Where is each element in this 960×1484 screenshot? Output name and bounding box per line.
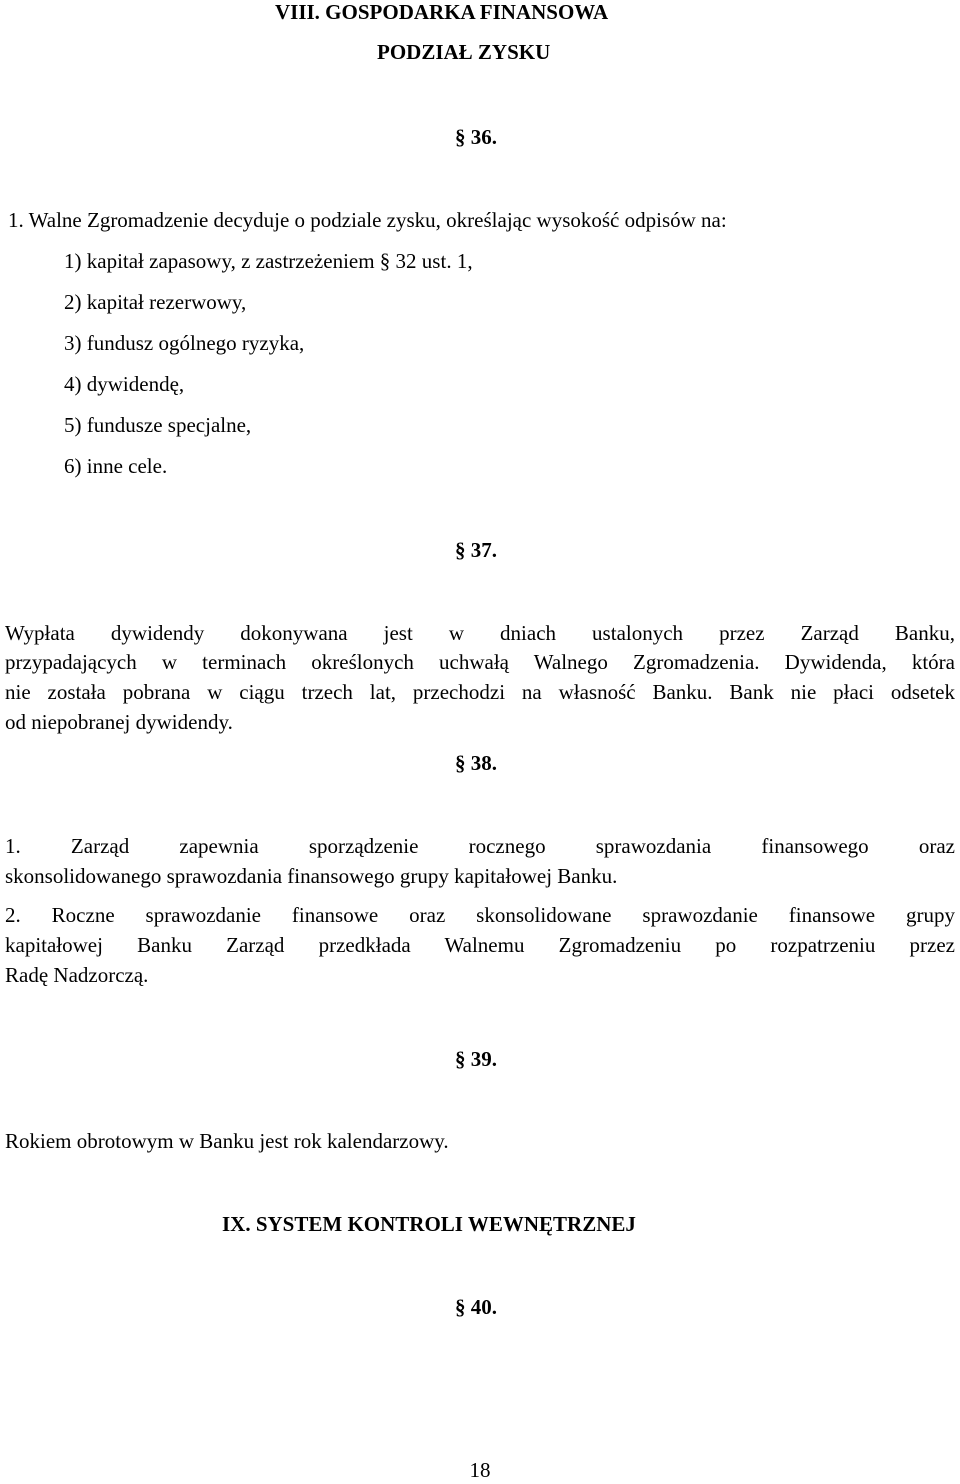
paragraph-38-line: 2. Roczne sprawozdanie finansowe oraz skonsolidowane sprawozdanie finansowe grupy bbox=[5, 903, 955, 927]
list-item: 5) fundusze specjalne, bbox=[64, 413, 252, 437]
list-item: 1) kapitał zapasowy, z zastrzeżeniem § 32 ust. 1, bbox=[64, 249, 473, 273]
paragraph-37-line: od niepobranej dywidendy. bbox=[5, 710, 233, 734]
paragraph-37-line: Wypłata dywidendy dokonywana jest w dniach ustalonych przez Zarząd Banku, bbox=[5, 621, 955, 645]
paragraph-36-intro: 1. Walne Zgromadzenie decyduje o podziale zysku, określając wysokość odpisów na: bbox=[8, 208, 727, 232]
chapter-title: VIII. GOSPODARKA FINANSOWA bbox=[275, 0, 609, 24]
list-item: 2) kapitał rezerwowy, bbox=[64, 290, 247, 314]
list-item: 3) fundusz ogólnego ryzyka, bbox=[64, 331, 305, 355]
paragraph-heading-36: § 36. bbox=[455, 125, 497, 149]
chapter-title: IX. SYSTEM KONTROLI WEWNĘTRZNEJ bbox=[222, 1212, 636, 1236]
paragraph-heading-40: § 40. bbox=[455, 1295, 497, 1319]
paragraph-38-line: Radę Nadzorczą. bbox=[5, 963, 149, 987]
paragraph-38-line: kapitałowej Banku Zarząd przedkłada Walnemu Zgromadzeniu po rozpatrzeniu przez bbox=[5, 933, 955, 957]
paragraph-37-line: nie została pobrana w ciągu trzech lat, przechodzi na własność Banku. Bank nie płaci odsetek bbox=[5, 680, 955, 704]
paragraph-heading-38: § 38. bbox=[455, 751, 497, 775]
list-item: 4) dywidendę, bbox=[64, 372, 185, 396]
page-number: 18 bbox=[469, 1458, 491, 1482]
list-item: 6) inne cele. bbox=[64, 454, 168, 478]
chapter-subtitle: PODZIAŁ ZYSKU bbox=[377, 40, 551, 64]
paragraph-heading-39: § 39. bbox=[455, 1047, 497, 1071]
paragraph-38-line: skonsolidowanego sprawozdania finansowego grupy kapitałowej Banku. bbox=[5, 864, 618, 888]
paragraph-heading-37: § 37. bbox=[455, 538, 497, 562]
paragraph-37-line: przypadających w terminach określonych uchwałą Walnego Zgromadzenia. Dywidenda, która bbox=[5, 650, 955, 674]
paragraph-38-line: 1. Zarząd zapewnia sporządzenie rocznego sprawozdania finansowego oraz bbox=[5, 834, 955, 858]
paragraph-39-text: Rokiem obrotowym w Banku jest rok kalendarzowy. bbox=[5, 1129, 449, 1153]
